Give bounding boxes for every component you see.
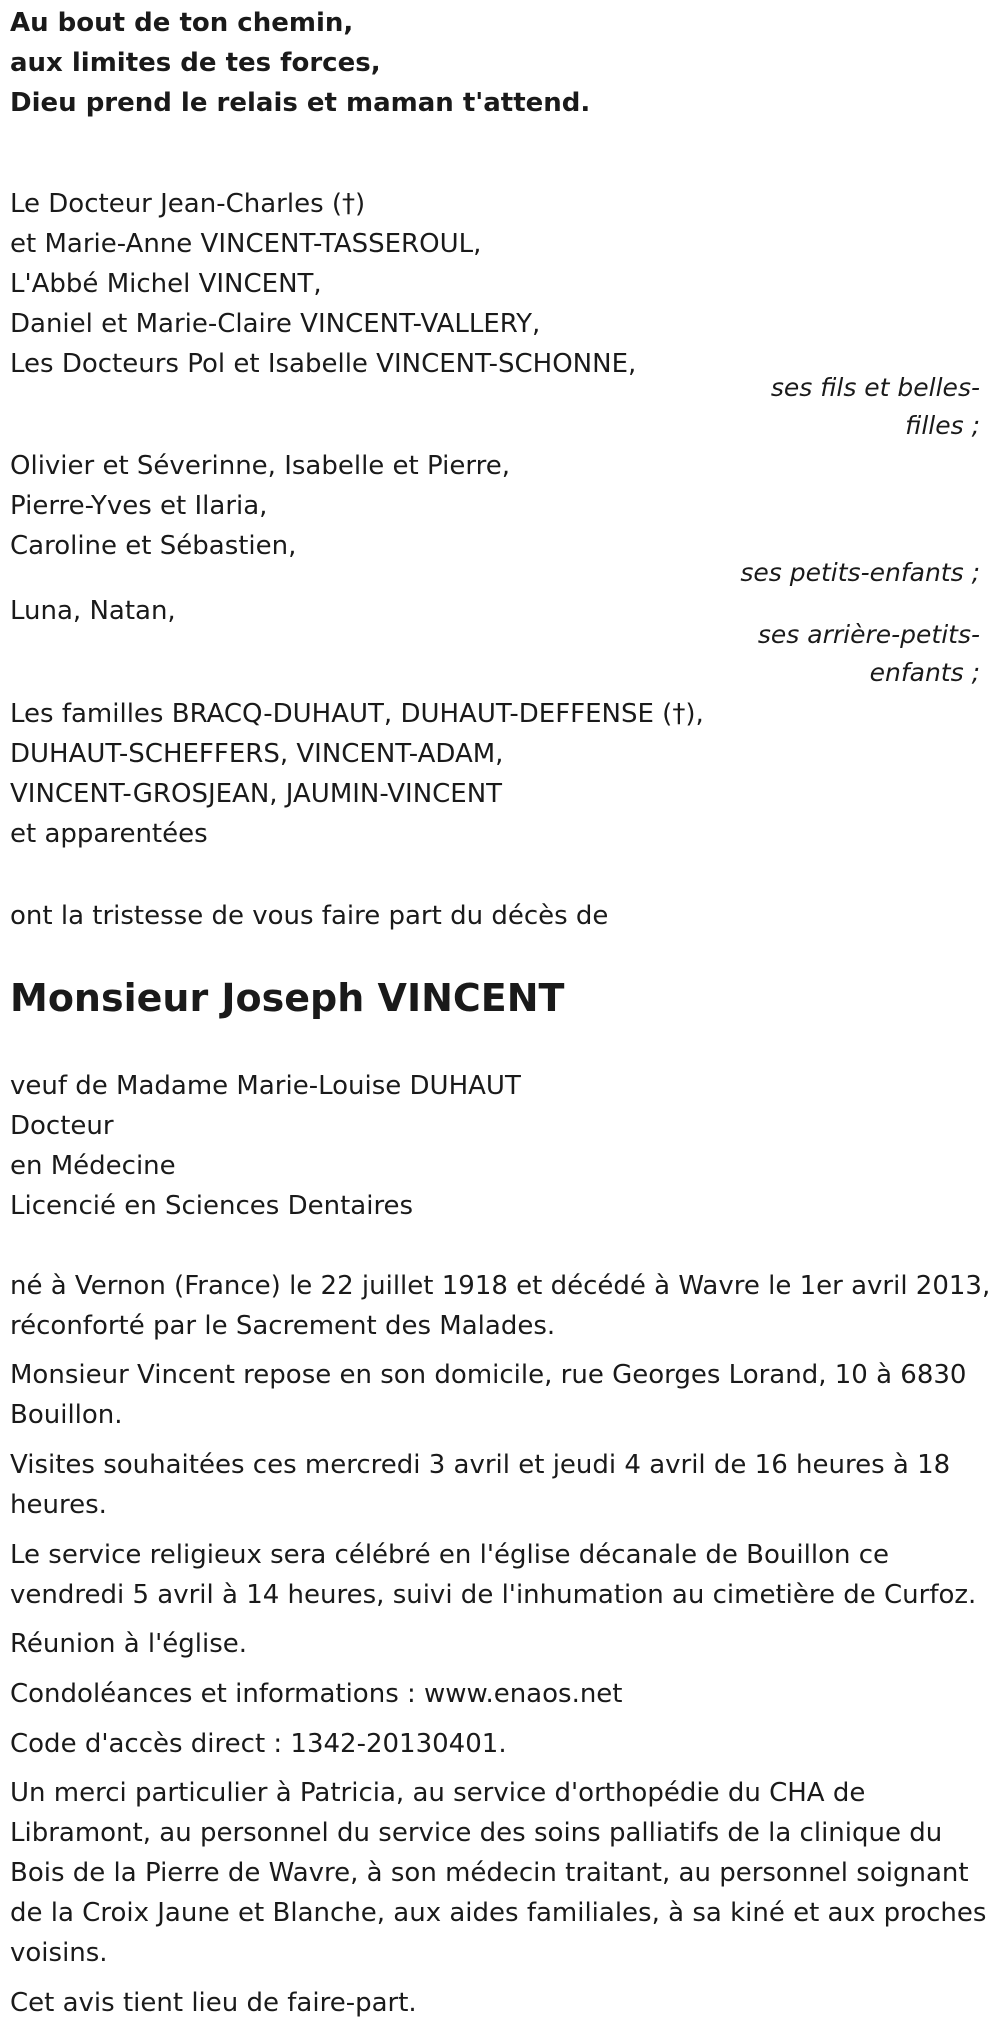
detail-line: Docteur [10,1111,114,1141]
detail-line: veuf de Madame Marie-Louise DUHAUT [10,1071,521,1101]
family-line: et Marie-Anne VINCENT-TASSEROUL, [10,229,482,259]
meeting-paragraph: Réunion à l'église. [10,1629,248,1659]
family-line: et apparentées [10,819,208,849]
grandchildren-list [10,446,510,566]
role-line: ses arrière-petits- [757,620,980,649]
family-line: Daniel et Marie-Claire VINCENT-VALLERY, [10,309,541,339]
family-line: VINCENT-GROSJEAN, JAUMIN-VINCENT [10,779,503,809]
deceased-details [10,1066,521,1226]
visits-paragraph: Visites souhaitées ces mercredi 3 avril et jeudi 4 avril de 16 heures à 18 heures. [10,1450,951,1520]
thanks-paragraph: Un merci particulier à Patricia, au service d'orthopédie du CHA de Libramont, au personnel du service des soins palliatifs de la clinique du Bois de la Pierre de Wavre, à son médecin traitant, au personnel soignant de la Croix Jaune et Blanche, aux aides familiales, à sa kiné et aux proches voisins. [10,1778,987,1968]
detail-line: Licencié en Sciences Dentaires [10,1191,414,1221]
family-line: Pierre-Yves et Ilaria, [10,491,268,521]
family-line: DUHAUT-SCHEFFERS, VINCENT-ADAM, [10,739,504,769]
great-grandchildren-role [0,616,980,692]
epigraph-line: aux limites de tes forces, [10,48,381,78]
family-line: Caroline et Sébastien, [10,531,297,561]
grandchildren-role [0,554,980,592]
birth-death-paragraph: né à Vernon (France) le 22 juillet 1918 et décédé à Wavre le 1er avril 2013, réconforté par le Sacrement des Malades. [10,1271,991,1341]
family-line: Luna, Natan, [10,596,176,626]
repose-paragraph: Monsieur Vincent repose en son domicile, rue Georges Lorand, 10 à 6830 Bouillon. [10,1360,967,1430]
epigraph-line: Au bout de ton chemin, [10,8,354,38]
role-line: enfants ; [869,658,980,687]
deceased-name: Monsieur Joseph VINCENT [10,976,565,1020]
closing-paragraph: Cet avis tient lieu de faire-part. [10,1988,417,2018]
families-list [10,694,704,854]
role-line: filles ; [905,411,980,440]
role-line: ses petits-enfants ; [740,558,980,587]
service-paragraph: Le service religieux sera célébré en l'église décanale de Bouillon ce vendredi 5 avril à 14 heures, suivi de l'inhumation au cimetière de Curfoz. [10,1540,977,1610]
condolences-paragraph: Condoléances et informations : www.enaos.net [10,1679,623,1709]
family-line: Olivier et Séverinne, Isabelle et Pierre, [10,451,510,481]
children-role [0,369,980,445]
epigraph-line: Dieu prend le relais et maman t'attend. [10,88,591,118]
children-list [10,184,636,384]
family-line: L'Abbé Michel VINCENT, [10,269,322,299]
family-line: Les familles BRACQ-DUHAUT, DUHAUT-DEFFENSE (†), [10,699,704,729]
announcement: ont la tristesse de vous faire part du décès de [10,901,609,931]
access-code-paragraph: Code d'accès direct : 1342-20130401. [10,1729,507,1759]
detail-line: en Médecine [10,1151,176,1181]
family-line: Les Docteurs Pol et Isabelle VINCENT-SCHONNE, [10,349,637,379]
role-line: ses fils et belles- [770,373,980,402]
family-line: Le Docteur Jean-Charles (†) [10,189,366,219]
epigraph [10,3,590,123]
